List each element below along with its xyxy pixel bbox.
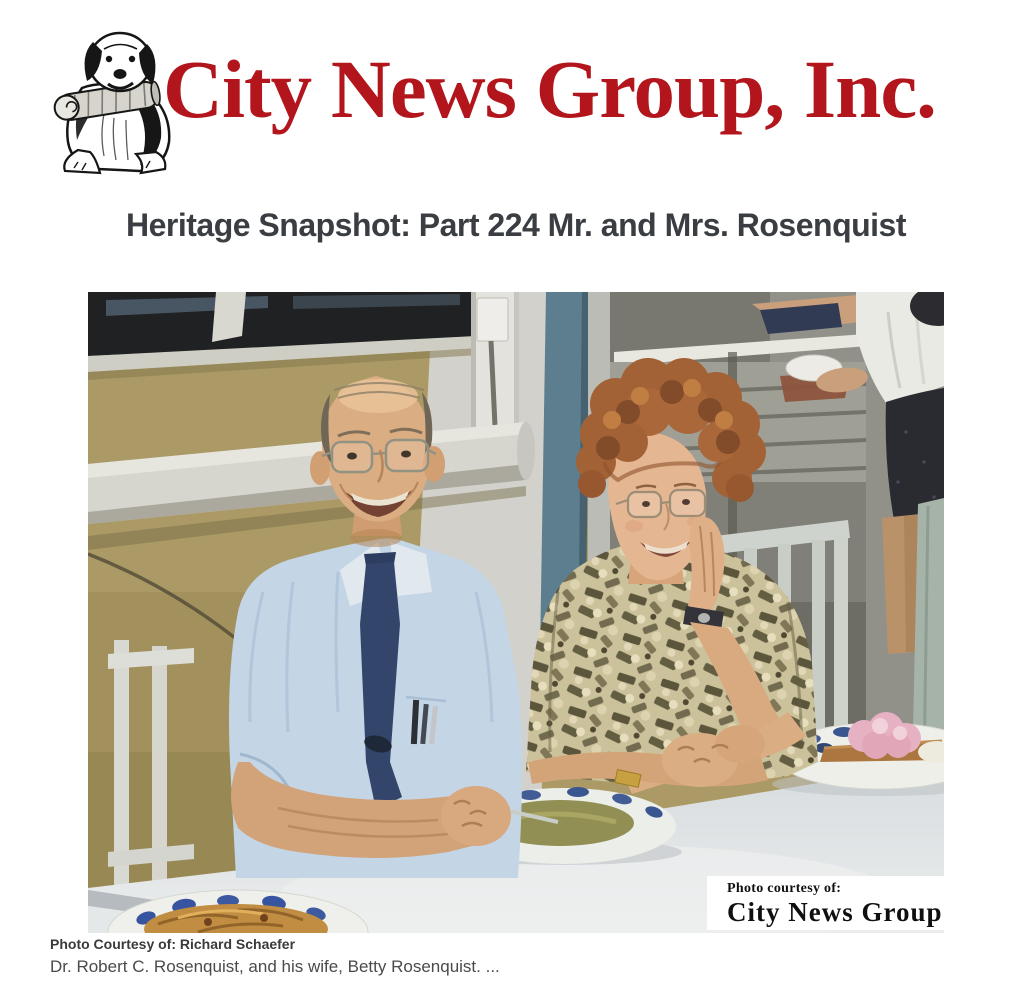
photo-caption: Dr. Robert C. Rosenquist, and his wife, Betty Rosenquist. ... [50,957,500,976]
watermark-line1: Photo courtesy of: [727,881,842,896]
photo-watermark [707,876,944,930]
photo-credit: Photo Courtesy of: Richard Schaefer [50,936,296,952]
dog-with-newspaper-logo-icon[interactable] [48,22,175,175]
article-photo [88,292,944,933]
masthead [0,0,1032,190]
watermark-line2: City News Group [727,897,943,927]
site-logo-text[interactable]: City News Group, Inc. [163,43,936,135]
dog-logo-drawing [48,22,175,175]
photo-illustration [88,292,944,933]
article-headline: Heritage Snapshot: Part 224 Mr. and Mrs. Rosenquist [125,207,906,243]
